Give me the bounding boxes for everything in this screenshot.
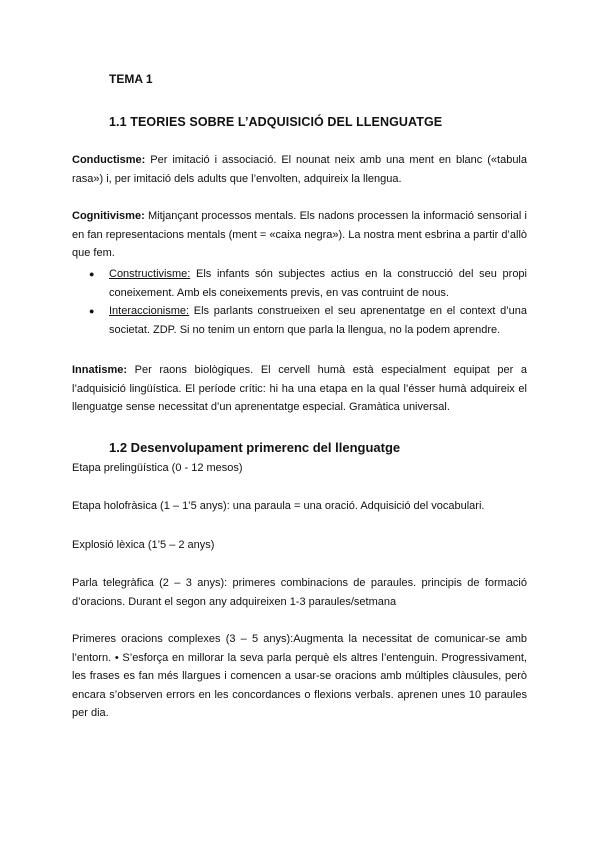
section-2-heading: 1.2 Desenvolupament primerenc del llenguatge xyxy=(109,440,401,455)
list-item xyxy=(72,302,527,339)
interaccionisme-term: Interaccionisme: xyxy=(109,305,190,317)
innatisme-paragraph xyxy=(72,361,527,417)
conductisme-term: Conductisme: xyxy=(72,154,146,166)
conductisme-paragraph xyxy=(72,151,527,188)
cognitivisme-bullet-list xyxy=(72,265,527,339)
interaccionisme-text: Els parlants construeixen el seu aprenentatge en el context d’una societat. ZDP. Si no tenim un entorn que parla la llengua, no la podem aprendre. xyxy=(109,305,527,336)
conductisme-text: Per imitació i associació. El nounat neix amb una ment en blanc («tabula rasa») i, per imitació dels adults que l’envolten, adquireix la llengua. xyxy=(72,154,527,185)
tema-title: TEMA 1 xyxy=(109,72,153,86)
cognitivisme-paragraph xyxy=(72,207,527,263)
bullet-icon: ● xyxy=(89,306,95,316)
stage-explosio-lexica: Explosió lèxica (1’5 – 2 anys) xyxy=(72,539,215,551)
innatisme-text: Per raons biològiques. El cervell humà està especialment equipat per a l’adquisició lingüística. El període crític: hi ha una etapa en la qual l’ésser humà adquireix el llenguatge sense necessitat d’un aprenentatge especial. Gramàtica universal. xyxy=(72,364,527,413)
bullet-icon: ● xyxy=(89,269,95,279)
section-1-heading: 1.1 TEORIES SOBRE L’ADQUISICIÓ DEL LLENGUATGE xyxy=(109,115,443,129)
list-item xyxy=(72,265,527,302)
innatisme-term: Innatisme: xyxy=(72,364,128,376)
cognitivisme-term: Cognitivisme: xyxy=(72,210,145,222)
stage-parla-telegrafica: Parla telegràfica (2 – 3 anys): primeres combinacions de paraules. principis de formació d’oracions. Durant el segon any adquireixen 1-3 paraules/setmana xyxy=(72,577,527,608)
constructivisme-text: Els infants són subjectes actius en la construcció del seu propi coneixement. Amb els coneixements previs, en vas contruint de nous. xyxy=(109,268,527,299)
constructivisme-term: Constructivisme: xyxy=(109,268,191,280)
stage-oracions-complexes: Primeres oracions complexes (3 – 5 anys):Augmenta la necessitat de comunicar-se amb l’entorn. • S’esforça en millorar la seva parla perquè els altres l’entenguin. Progressivament, les frases es fan més llargues i comencen a usar-se oracions amb múltiples clàusules, però encara s’observen errors en les concordances o flexions verbals. aprenen unes 10 paraules per dia. xyxy=(72,633,527,719)
stage-prelinguistica: Etapa prelingüística (0 - 12 mesos) xyxy=(72,462,243,474)
stage-holofrasica: Etapa holofràsica (1 – 1’5 anys): una paraula = una oració. Adquisició del vocabulari. xyxy=(72,500,485,512)
cognitivisme-text: Mitjançant processos mentals. Els nadons processen la informació sensorial i en fan representacions mentals (ment = «caixa negra»). La nostra ment esbrina a partir d’allò que fem. xyxy=(72,210,527,259)
